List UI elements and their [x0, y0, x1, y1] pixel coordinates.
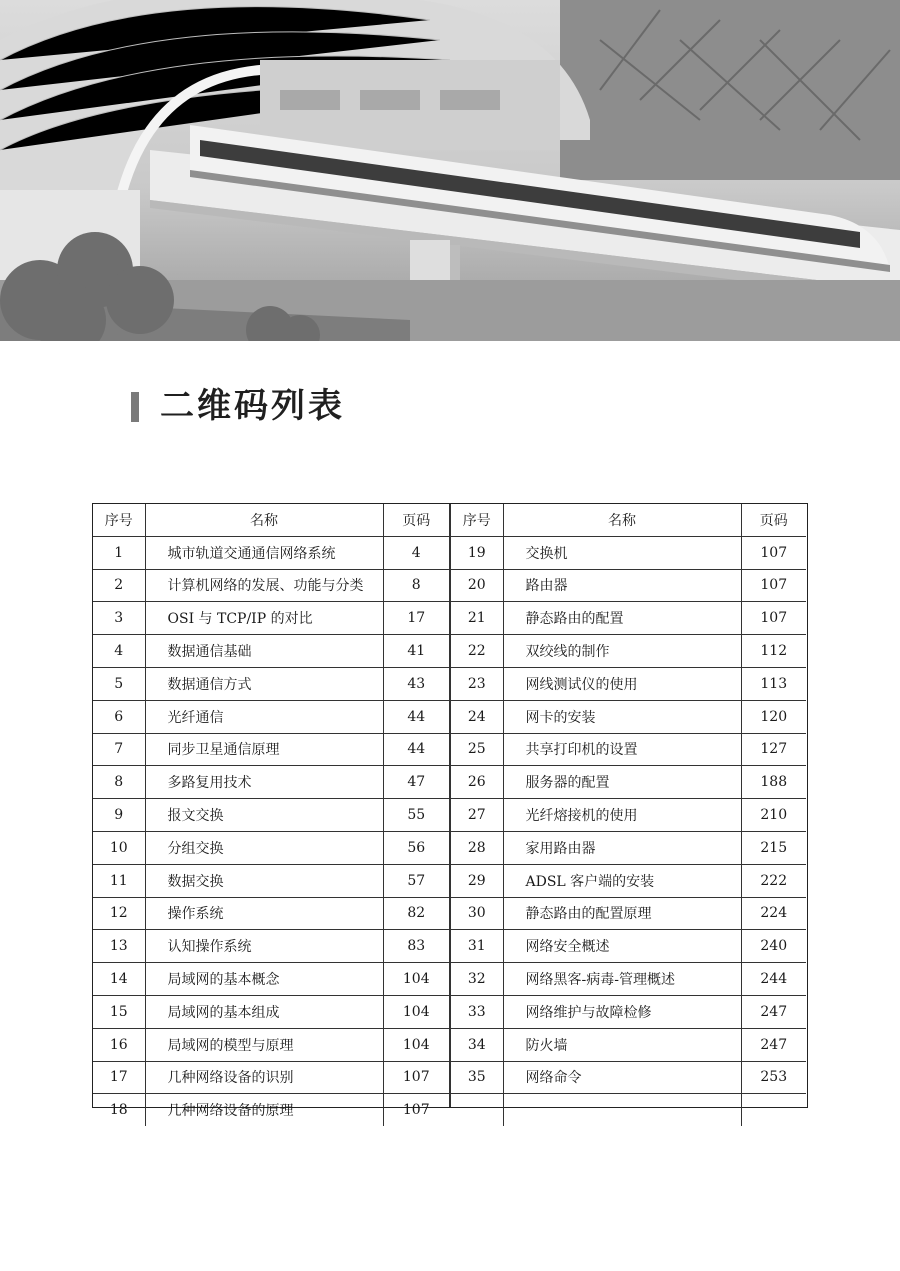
row-number: 21: [451, 602, 503, 635]
row-page: 240: [741, 930, 806, 963]
table-row: [451, 963, 806, 996]
table-row: [93, 799, 449, 832]
row-number: 5: [93, 667, 145, 700]
table-body-right: [451, 536, 806, 1126]
row-page: 247: [741, 1028, 806, 1061]
row-page: 56: [383, 831, 449, 864]
row-page: 127: [741, 733, 806, 766]
row-number: [451, 1094, 503, 1126]
header-page: 页码: [383, 504, 449, 536]
table-row: [451, 602, 806, 635]
row-number: 14: [93, 963, 145, 996]
row-number: 24: [451, 700, 503, 733]
row-page: 107: [383, 1094, 449, 1126]
row-number: 6: [93, 700, 145, 733]
table-row: [93, 667, 449, 700]
row-page: 224: [741, 897, 806, 930]
table-row: [451, 864, 806, 897]
row-number: 32: [451, 963, 503, 996]
row-page: 47: [383, 766, 449, 799]
row-title: 同步卫星通信原理: [145, 733, 383, 766]
row-number: 22: [451, 635, 503, 668]
row-number: 8: [93, 766, 145, 799]
metro-train-illustration: [0, 0, 900, 341]
table-row: [451, 635, 806, 668]
row-title: OSI 与 TCP/IP 的对比: [145, 602, 383, 635]
row-page: 210: [741, 799, 806, 832]
row-title: 城市轨道交通通信网络系统: [145, 536, 383, 569]
table-row: [451, 700, 806, 733]
row-page: 215: [741, 831, 806, 864]
row-page: 82: [383, 897, 449, 930]
row-title: 家用路由器: [503, 831, 741, 864]
row-page: 55: [383, 799, 449, 832]
row-title: 分组交换: [145, 831, 383, 864]
row-number: 12: [93, 897, 145, 930]
title-accent-bar: [131, 392, 139, 422]
table-row: [93, 635, 449, 668]
row-number: 20: [451, 569, 503, 602]
row-page: 44: [383, 700, 449, 733]
row-number: 2: [93, 569, 145, 602]
row-title: 服务器的配置: [503, 766, 741, 799]
row-page: 222: [741, 864, 806, 897]
row-number: 17: [93, 1061, 145, 1094]
row-number: 29: [451, 864, 503, 897]
row-title: 几种网络设备的识别: [145, 1061, 383, 1094]
row-page: 104: [383, 1028, 449, 1061]
row-page: [741, 1094, 806, 1126]
row-number: 31: [451, 930, 503, 963]
row-title: 数据通信基础: [145, 635, 383, 668]
header-name: 名称: [503, 504, 741, 536]
row-page: 83: [383, 930, 449, 963]
table-row: [93, 897, 449, 930]
table-row: [451, 569, 806, 602]
row-title: [503, 1094, 741, 1126]
table-row: [451, 536, 806, 569]
row-title: 认知操作系统: [145, 930, 383, 963]
qr-table-right: [451, 504, 806, 1126]
row-title: 网络黑客-病毒-管理概述: [503, 963, 741, 996]
header-num: 序号: [93, 504, 145, 536]
table-row: [451, 667, 806, 700]
table-row: [93, 963, 449, 996]
table-header-row: [451, 504, 806, 536]
header-num: 序号: [451, 504, 503, 536]
qr-code-list-table: [92, 503, 808, 1120]
row-title: ADSL 客户端的安装: [503, 864, 741, 897]
row-page: 107: [741, 569, 806, 602]
table-row: [93, 1094, 449, 1126]
row-number: 33: [451, 995, 503, 1028]
row-number: 26: [451, 766, 503, 799]
row-number: 16: [93, 1028, 145, 1061]
table-row: [93, 766, 449, 799]
row-number: 35: [451, 1061, 503, 1094]
row-title: 双绞线的制作: [503, 635, 741, 668]
row-page: 107: [741, 602, 806, 635]
row-title: 网线测试仪的使用: [503, 667, 741, 700]
row-number: 27: [451, 799, 503, 832]
table-row: [451, 1061, 806, 1094]
row-number: 10: [93, 831, 145, 864]
table-row: [451, 897, 806, 930]
qr-table-left: [93, 504, 449, 1126]
header-name: 名称: [145, 504, 383, 536]
table-row: [451, 766, 806, 799]
table-row: [93, 831, 449, 864]
row-number: 15: [93, 995, 145, 1028]
row-title: 几种网络设备的原理: [145, 1094, 383, 1126]
table-row: [93, 995, 449, 1028]
row-title: 报文交换: [145, 799, 383, 832]
row-title: 局域网的基本组成: [145, 995, 383, 1028]
table-row: [93, 1028, 449, 1061]
row-number: 7: [93, 733, 145, 766]
row-title: 局域网的模型与原理: [145, 1028, 383, 1061]
row-title: 计算机网络的发展、功能与分类: [145, 569, 383, 602]
row-page: 113: [741, 667, 806, 700]
row-title: 防火墙: [503, 1028, 741, 1061]
row-page: 253: [741, 1061, 806, 1094]
row-title: 交换机: [503, 536, 741, 569]
table-header-row: [93, 504, 449, 536]
row-page: 188: [741, 766, 806, 799]
row-page: 107: [741, 536, 806, 569]
row-title: 静态路由的配置: [503, 602, 741, 635]
row-number: 30: [451, 897, 503, 930]
row-page: 120: [741, 700, 806, 733]
table-row: [93, 700, 449, 733]
row-page: 244: [741, 963, 806, 996]
row-title: 操作系统: [145, 897, 383, 930]
table-row: [451, 930, 806, 963]
table-body-left: [93, 536, 449, 1126]
row-title: 静态路由的配置原理: [503, 897, 741, 930]
row-page: 17: [383, 602, 449, 635]
row-title: 光纤通信: [145, 700, 383, 733]
table-row: [93, 733, 449, 766]
row-page: 104: [383, 995, 449, 1028]
table-row: [451, 733, 806, 766]
page-title: 二维码列表: [160, 386, 345, 426]
table-row: [451, 1028, 806, 1061]
row-title: 网络维护与故障检修: [503, 995, 741, 1028]
table-row: [93, 536, 449, 569]
row-number: 25: [451, 733, 503, 766]
row-title: 路由器: [503, 569, 741, 602]
row-page: 44: [383, 733, 449, 766]
row-number: 1: [93, 536, 145, 569]
row-number: 34: [451, 1028, 503, 1061]
header-photo: [0, 0, 900, 341]
table-row: [93, 930, 449, 963]
row-page: 104: [383, 963, 449, 996]
row-number: 18: [93, 1094, 145, 1126]
row-number: 19: [451, 536, 503, 569]
row-number: 9: [93, 799, 145, 832]
row-page: 41: [383, 635, 449, 668]
row-page: 43: [383, 667, 449, 700]
table-row: [93, 1061, 449, 1094]
row-number: 4: [93, 635, 145, 668]
header-page: 页码: [741, 504, 806, 536]
row-page: 4: [383, 536, 449, 569]
table-row: [451, 831, 806, 864]
table-row: [451, 1094, 806, 1126]
row-title: 数据通信方式: [145, 667, 383, 700]
row-number: 13: [93, 930, 145, 963]
row-number: 23: [451, 667, 503, 700]
row-title: 光纤熔接机的使用: [503, 799, 741, 832]
table-row: [93, 864, 449, 897]
table-row: [93, 569, 449, 602]
row-number: 11: [93, 864, 145, 897]
row-title: 数据交换: [145, 864, 383, 897]
row-title: 多路复用技术: [145, 766, 383, 799]
row-title: 共享打印机的设置: [503, 733, 741, 766]
row-page: 112: [741, 635, 806, 668]
table-row: [451, 799, 806, 832]
row-number: 3: [93, 602, 145, 635]
row-title: 网络命令: [503, 1061, 741, 1094]
row-title: 网络安全概述: [503, 930, 741, 963]
table-row: [451, 995, 806, 1028]
row-page: 247: [741, 995, 806, 1028]
row-page: 8: [383, 569, 449, 602]
row-page: 57: [383, 864, 449, 897]
table-row: [93, 602, 449, 635]
row-title: 网卡的安装: [503, 700, 741, 733]
row-number: 28: [451, 831, 503, 864]
row-title: 局域网的基本概念: [145, 963, 383, 996]
row-page: 107: [383, 1061, 449, 1094]
